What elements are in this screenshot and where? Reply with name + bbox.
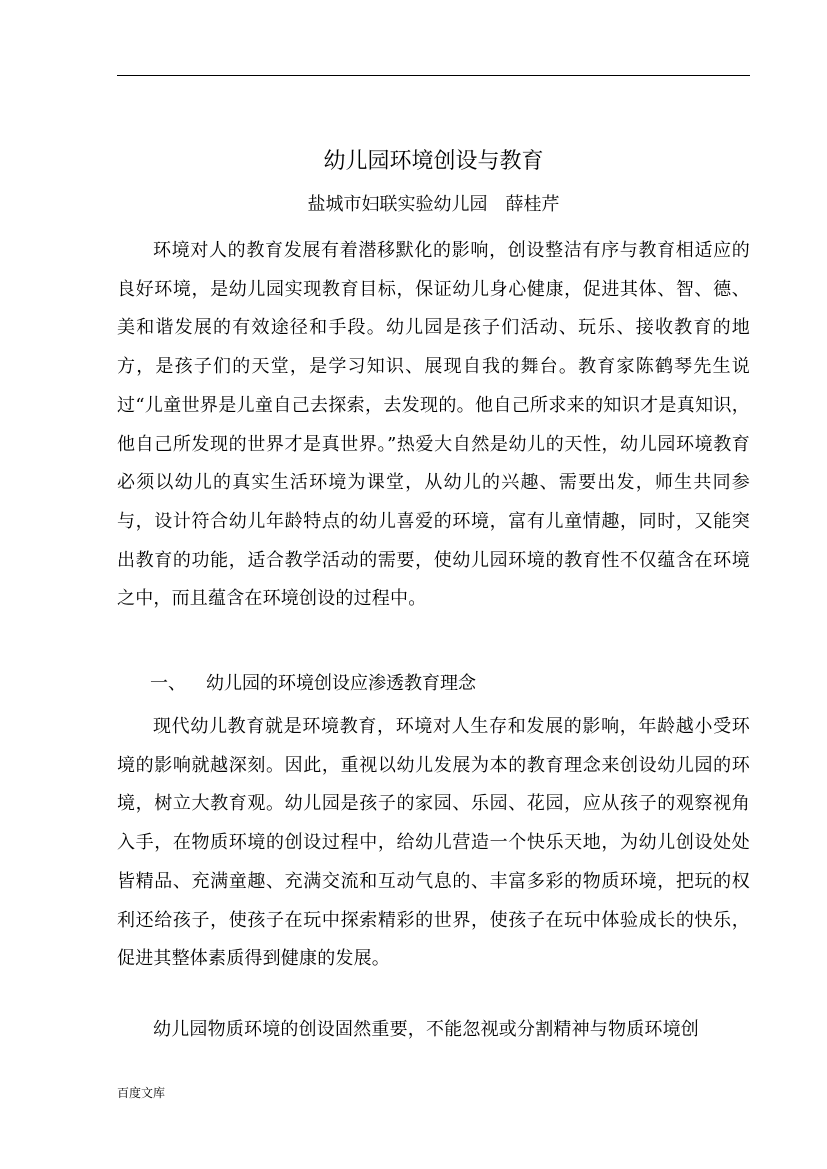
paragraph-continued: 幼儿园物质环境的创设固然重要，不能忽视或分割精神与物质环境创: [153, 1019, 699, 1040]
section-number: 一、: [150, 673, 186, 694]
byline-organization: 盐城市妇联实验幼儿园: [307, 194, 488, 215]
paragraph-section-1: 现代幼儿教育就是环境教育，环境对人生存和发展的影响，年龄越小受环境的影响就越深刻。因此，重视以幼儿发展为本的教育理念来创设幼儿园的环境，树立大教育观。幼儿园是孩子的家园、乐园、花园，应从孩子的观察视角入手，在物质环境的创设过程中，给幼儿营造一个快乐天地，为幼儿创设处处皆精品、充满童趣、充满交流和互动气息的、丰富多彩的物质环境，把玩的权利还给孩子，使孩子在玩中探索精彩的世界，使孩子在玩中体验成长的快乐，促进其整体素质得到健康的发展。: [117, 716, 750, 970]
section-title: 幼儿园的环境创设应渗透教育理念: [206, 673, 476, 694]
header-rule: [117, 75, 750, 76]
byline: [117, 191, 750, 219]
paragraph-intro: 环境对人的教育发展有着潜移默化的影响，创设整洁有序与教育相适应的良好环境，是幼儿园实现教育目标，保证幼儿身心健康，促进其体、智、德、美和谐发展的有效途径和手段。幼儿园是孩子们活动、玩乐、接收教育的地方，是孩子们的天堂，是学习知识、展现自我的舞台。教育家陈鹤琴先生说过“儿童世界是儿童自己去探索，去发现的。他自己所求来的知识才是真知识，他自己所发现的世界才是真世界。”热爱大自然是幼儿的天性，幼儿园环境教育必须以幼儿的真实生活环境为课堂，从幼儿的兴趣、需要出发，师生共同参与，设计符合幼儿年龄特点的幼儿喜爱的环境，富有儿童情趣，同时，又能突出教育的功能，适合教学活动的需要，使幼儿园环境的教育性不仅蕴含在环境之中，而且蕴含在环境创设的过程中。: [117, 240, 750, 610]
document-title: 幼儿园环境创设与教育: [323, 149, 544, 174]
footer-source: 百度文库: [117, 1086, 166, 1100]
section-heading-1: [150, 670, 476, 698]
byline-author: 薛桂芹: [505, 194, 560, 215]
